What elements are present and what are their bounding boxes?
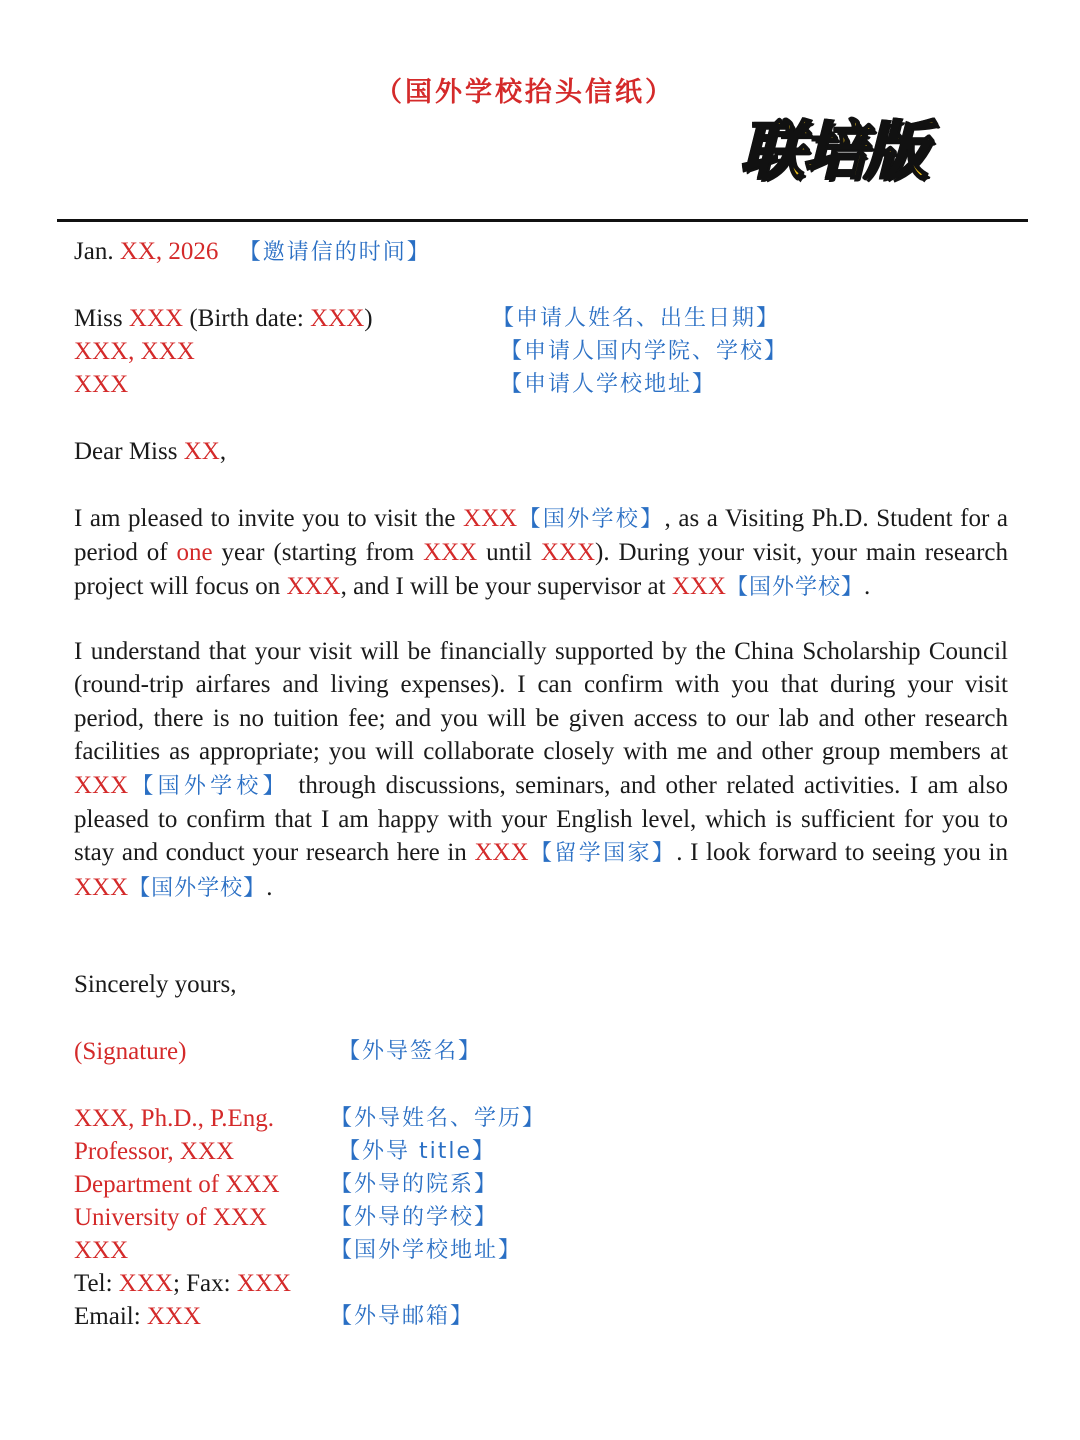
signature-annotation: 【外导签名】	[338, 1039, 483, 1064]
p1-text-1: I am pleased to invite you to visit the	[74, 505, 464, 532]
supervisor-name: XXX, Ph.D., P.Eng.	[74, 1105, 275, 1132]
supervisor-name-annotation: 【外导姓名、学历】	[330, 1106, 547, 1131]
p1-host-school: XXX	[463, 505, 518, 532]
recipient-name-annotation: 【申请人姓名、出生日期】	[492, 306, 781, 331]
fax-label: ; Fax:	[172, 1270, 237, 1297]
supervisor-address: XXX	[74, 1237, 129, 1264]
closing: Sincerely yours,	[74, 971, 237, 998]
p1-text-2: , as a Visiting Ph.D. Student for a period of	[74, 505, 1008, 567]
p1-text-7: .	[864, 572, 871, 600]
supervisor-university: University of XXX	[74, 1204, 268, 1231]
p2-text-1: I understand that your visit will be financially supported by the China Scholarship Council (round-trip airfares and living expenses). I can confirm with you that during your visit period, there is no tuition fee; and you will be given access to our lab and other research facilities as appropriate; you will collaborate closely with me and other group members at	[74, 638, 1008, 766]
email-value: XXX	[146, 1303, 202, 1330]
p2-host-school-2: XXX	[74, 873, 129, 901]
salutation-prefix: Dear Miss	[74, 438, 184, 465]
supervisor-title: Professor, XXX	[74, 1138, 235, 1165]
p1-text-3: year (starting from	[212, 539, 424, 567]
supervisor-address-annotation: 【国外学校地址】	[330, 1238, 523, 1263]
recipient-address-annotation: 【申请人学校地址】	[500, 372, 717, 397]
recipient-birth-date: XXX	[310, 305, 365, 332]
letterhead-placeholder-note: （国外学校抬头信纸）	[375, 77, 675, 108]
edition-badge: 联培版	[740, 115, 926, 189]
p2-host-school-annotation: 【国外学校】	[128, 773, 289, 799]
p1-research-topic: XXX	[286, 572, 341, 600]
p1-host-school-2: XXX	[671, 572, 726, 600]
p2-host-school: XXX	[74, 771, 129, 799]
p2-host-country: XXX	[474, 839, 529, 867]
supervisor-email-annotation: 【外导邮箱】	[330, 1304, 475, 1329]
p2-text-4: .	[266, 873, 273, 901]
supervisor-email-line	[74, 1300, 201, 1333]
p1-host-school-annotation-2: 【国外学校】	[725, 574, 864, 600]
salutation-suffix: ,	[219, 438, 227, 465]
supervisor-university-annotation: 【外导的学校】	[330, 1205, 499, 1230]
p1-duration: one	[176, 539, 213, 567]
fax-value: XXX	[236, 1270, 292, 1297]
supervisor-title-annotation: 【外导 title】	[338, 1139, 497, 1164]
p2-text-3: . I look forward to seeing you in	[676, 839, 1009, 867]
signature-label: (Signature)	[74, 1038, 187, 1065]
recipient-birth-prefix: (Birth date:	[183, 305, 311, 332]
tel-label: Tel:	[74, 1270, 119, 1297]
p1-start-date: XXX	[423, 539, 478, 567]
recipient-birth-suffix: )	[364, 305, 373, 332]
recipient-address: XXX	[74, 371, 129, 398]
tel-value: XXX	[118, 1270, 173, 1297]
recipient-name-line	[74, 302, 373, 335]
p1-text-4: until	[477, 539, 541, 567]
recipient-name: XXX	[128, 305, 184, 332]
date-line	[74, 235, 431, 269]
recipient-institution: XXX, XXX	[74, 338, 195, 365]
salutation-name: XX	[183, 438, 220, 465]
recipient-institution-annotation: 【申请人国内学院、学校】	[500, 339, 789, 364]
p1-end-date: XXX	[540, 539, 596, 567]
header-divider	[57, 219, 1028, 222]
date-annotation: 【邀请信的时间】	[238, 240, 431, 265]
date-prefix: Jan.	[74, 238, 120, 265]
email-label: Email:	[74, 1303, 147, 1330]
p2-text-2: through discussions, seminars, and other related activities. I am also pleased to confirm that I am happy with your English level, which is sufficient for you to stay and conduct your research here in	[74, 771, 1008, 867]
funding-paragraph	[74, 635, 1008, 905]
supervisor-department: Department of XXX	[74, 1171, 280, 1198]
p1-text-5: ). During your visit, your main research project will focus on	[74, 539, 1008, 600]
p2-host-country-annotation: 【留学国家】	[528, 841, 677, 867]
p1-text-6: , and I will be your supervisor at	[340, 572, 672, 600]
supervisor-department-annotation: 【外导的院系】	[330, 1172, 499, 1197]
invitation-paragraph	[74, 502, 1008, 604]
p2-host-school-annotation-2: 【国外学校】	[128, 875, 267, 901]
salutation	[74, 435, 226, 468]
supervisor-phone-fax	[74, 1267, 291, 1300]
p1-host-school-annotation: 【国外学校】	[517, 507, 665, 532]
recipient-name-prefix: Miss	[74, 305, 129, 332]
date-value: XX, 2026	[119, 238, 219, 265]
